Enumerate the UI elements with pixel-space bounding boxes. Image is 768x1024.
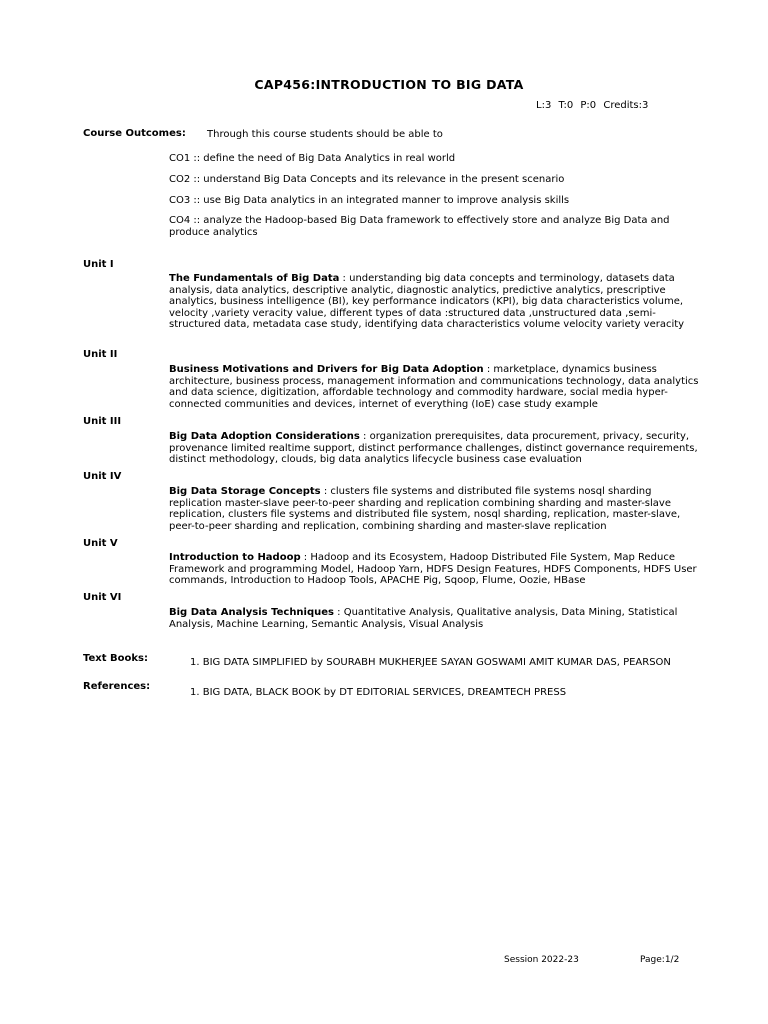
unit-content: : organization prerequisites, data procurement, privacy, security, provenance limited realtime support, distinct performance challenges, distinct governance requirements, distinct methodology, clouds, big data analytics lifecycle business case evaluation xyxy=(169,431,698,466)
credits-line: L:3 T:0 P:0 Credits:3 xyxy=(536,100,649,111)
unit-label: Unit I xyxy=(83,259,114,270)
unit-description xyxy=(169,431,705,466)
course-outcome-item: CO4 :: analyze the Hadoop-based Big Data framework to effectively store and analyze Big Data and produce analytics xyxy=(169,215,670,238)
unit-content: : clusters file systems and distributed file systems nosql sharding replication master-slave peer-to-peer sharding and replication combining sharding and master-slave replication, clusters file systems and distributed file system, nosql sharding, replication, master-slave, peer-to-peer sharding and replication, combining sharding and master-slave replication xyxy=(169,486,681,532)
unit-description xyxy=(169,273,705,331)
references-label: References: xyxy=(83,681,151,692)
unit-label: Unit IV xyxy=(83,471,122,482)
unit-heading: Business Motivations and Drivers for Big Data Adoption xyxy=(169,364,484,375)
unit-label: Unit VI xyxy=(83,592,122,603)
text-books-label: Text Books: xyxy=(83,653,148,664)
course-outcome-item: CO2 :: understand Big Data Concepts and its relevance in the present scenario xyxy=(169,174,565,185)
unit-heading: The Fundamentals of Big Data xyxy=(169,273,340,284)
page-number: Page:1/2 xyxy=(640,955,680,965)
unit-content: : Quantitative Analysis, Qualitative analysis, Data Mining, Statistical Analysis, Machine Learning, Semantic Analysis, Visual Analysis xyxy=(169,607,678,630)
unit-description xyxy=(169,486,705,532)
unit-content: : understanding big data concepts and terminology, datasets data analysis, data analytics, descriptive analytic, diagnostic analytics, predictive analytics, prescriptive analytics, business intelligence (BI), key performance indicators (KPI), big data characteristics volume, velocity ,variety veracity value, different types of data :structured data ,unstructured data ,semi-structured data, metadata case study, identifying data characteristics volume velocity variety veracity xyxy=(169,273,685,331)
unit-heading: Introduction to Hadoop xyxy=(169,552,301,563)
unit-content: : marketplace, dynamics business architecture, business process, management information and communications technology, data analytics and data science, digitization, affordable technology and commodity hardware, social media hyper-connected communities and devices, internet of everything (IoE) case study example xyxy=(169,364,699,410)
unit-label: Unit III xyxy=(83,416,122,427)
text-book-item: 1. BIG DATA SIMPLIFIED by SOURABH MUKHERJEE SAYAN GOSWAMI AMIT KUMAR DAS, PEARSON xyxy=(190,657,671,668)
unit-heading: Big Data Analysis Techniques xyxy=(169,607,334,618)
unit-description xyxy=(169,607,705,630)
unit-label: Unit II xyxy=(83,349,118,360)
course-outcomes-label: Course Outcomes: xyxy=(83,128,186,139)
unit-content: : Hadoop and its Ecosystem, Hadoop Distributed File System, Map Reduce Framework and programming Model, Hadoop Yarn, HDFS Design Features, HDFS Components, HDFS User commands, Introduction to Hadoop Tools, APACHE Pig, Sqoop, Flume, Oozie, HBase xyxy=(169,552,697,587)
course-outcomes-intro: Through this course students should be able to xyxy=(207,129,443,140)
course-outcome-item: CO3 :: use Big Data analytics in an integrated manner to improve analysis skills xyxy=(169,195,570,206)
course-outcome-item: CO1 :: define the need of Big Data Analytics in real world xyxy=(169,153,456,164)
page-title: CAP456:INTRODUCTION TO BIG DATA xyxy=(254,77,524,92)
unit-heading: Big Data Storage Concepts xyxy=(169,486,321,497)
unit-description xyxy=(169,364,705,410)
unit-heading: Big Data Adoption Considerations xyxy=(169,431,360,442)
reference-item: 1. BIG DATA, BLACK BOOK by DT EDITORIAL SERVICES, DREAMTECH PRESS xyxy=(190,687,567,698)
session-text: Session 2022-23 xyxy=(504,955,579,965)
unit-description xyxy=(169,552,705,587)
unit-label: Unit V xyxy=(83,538,118,549)
